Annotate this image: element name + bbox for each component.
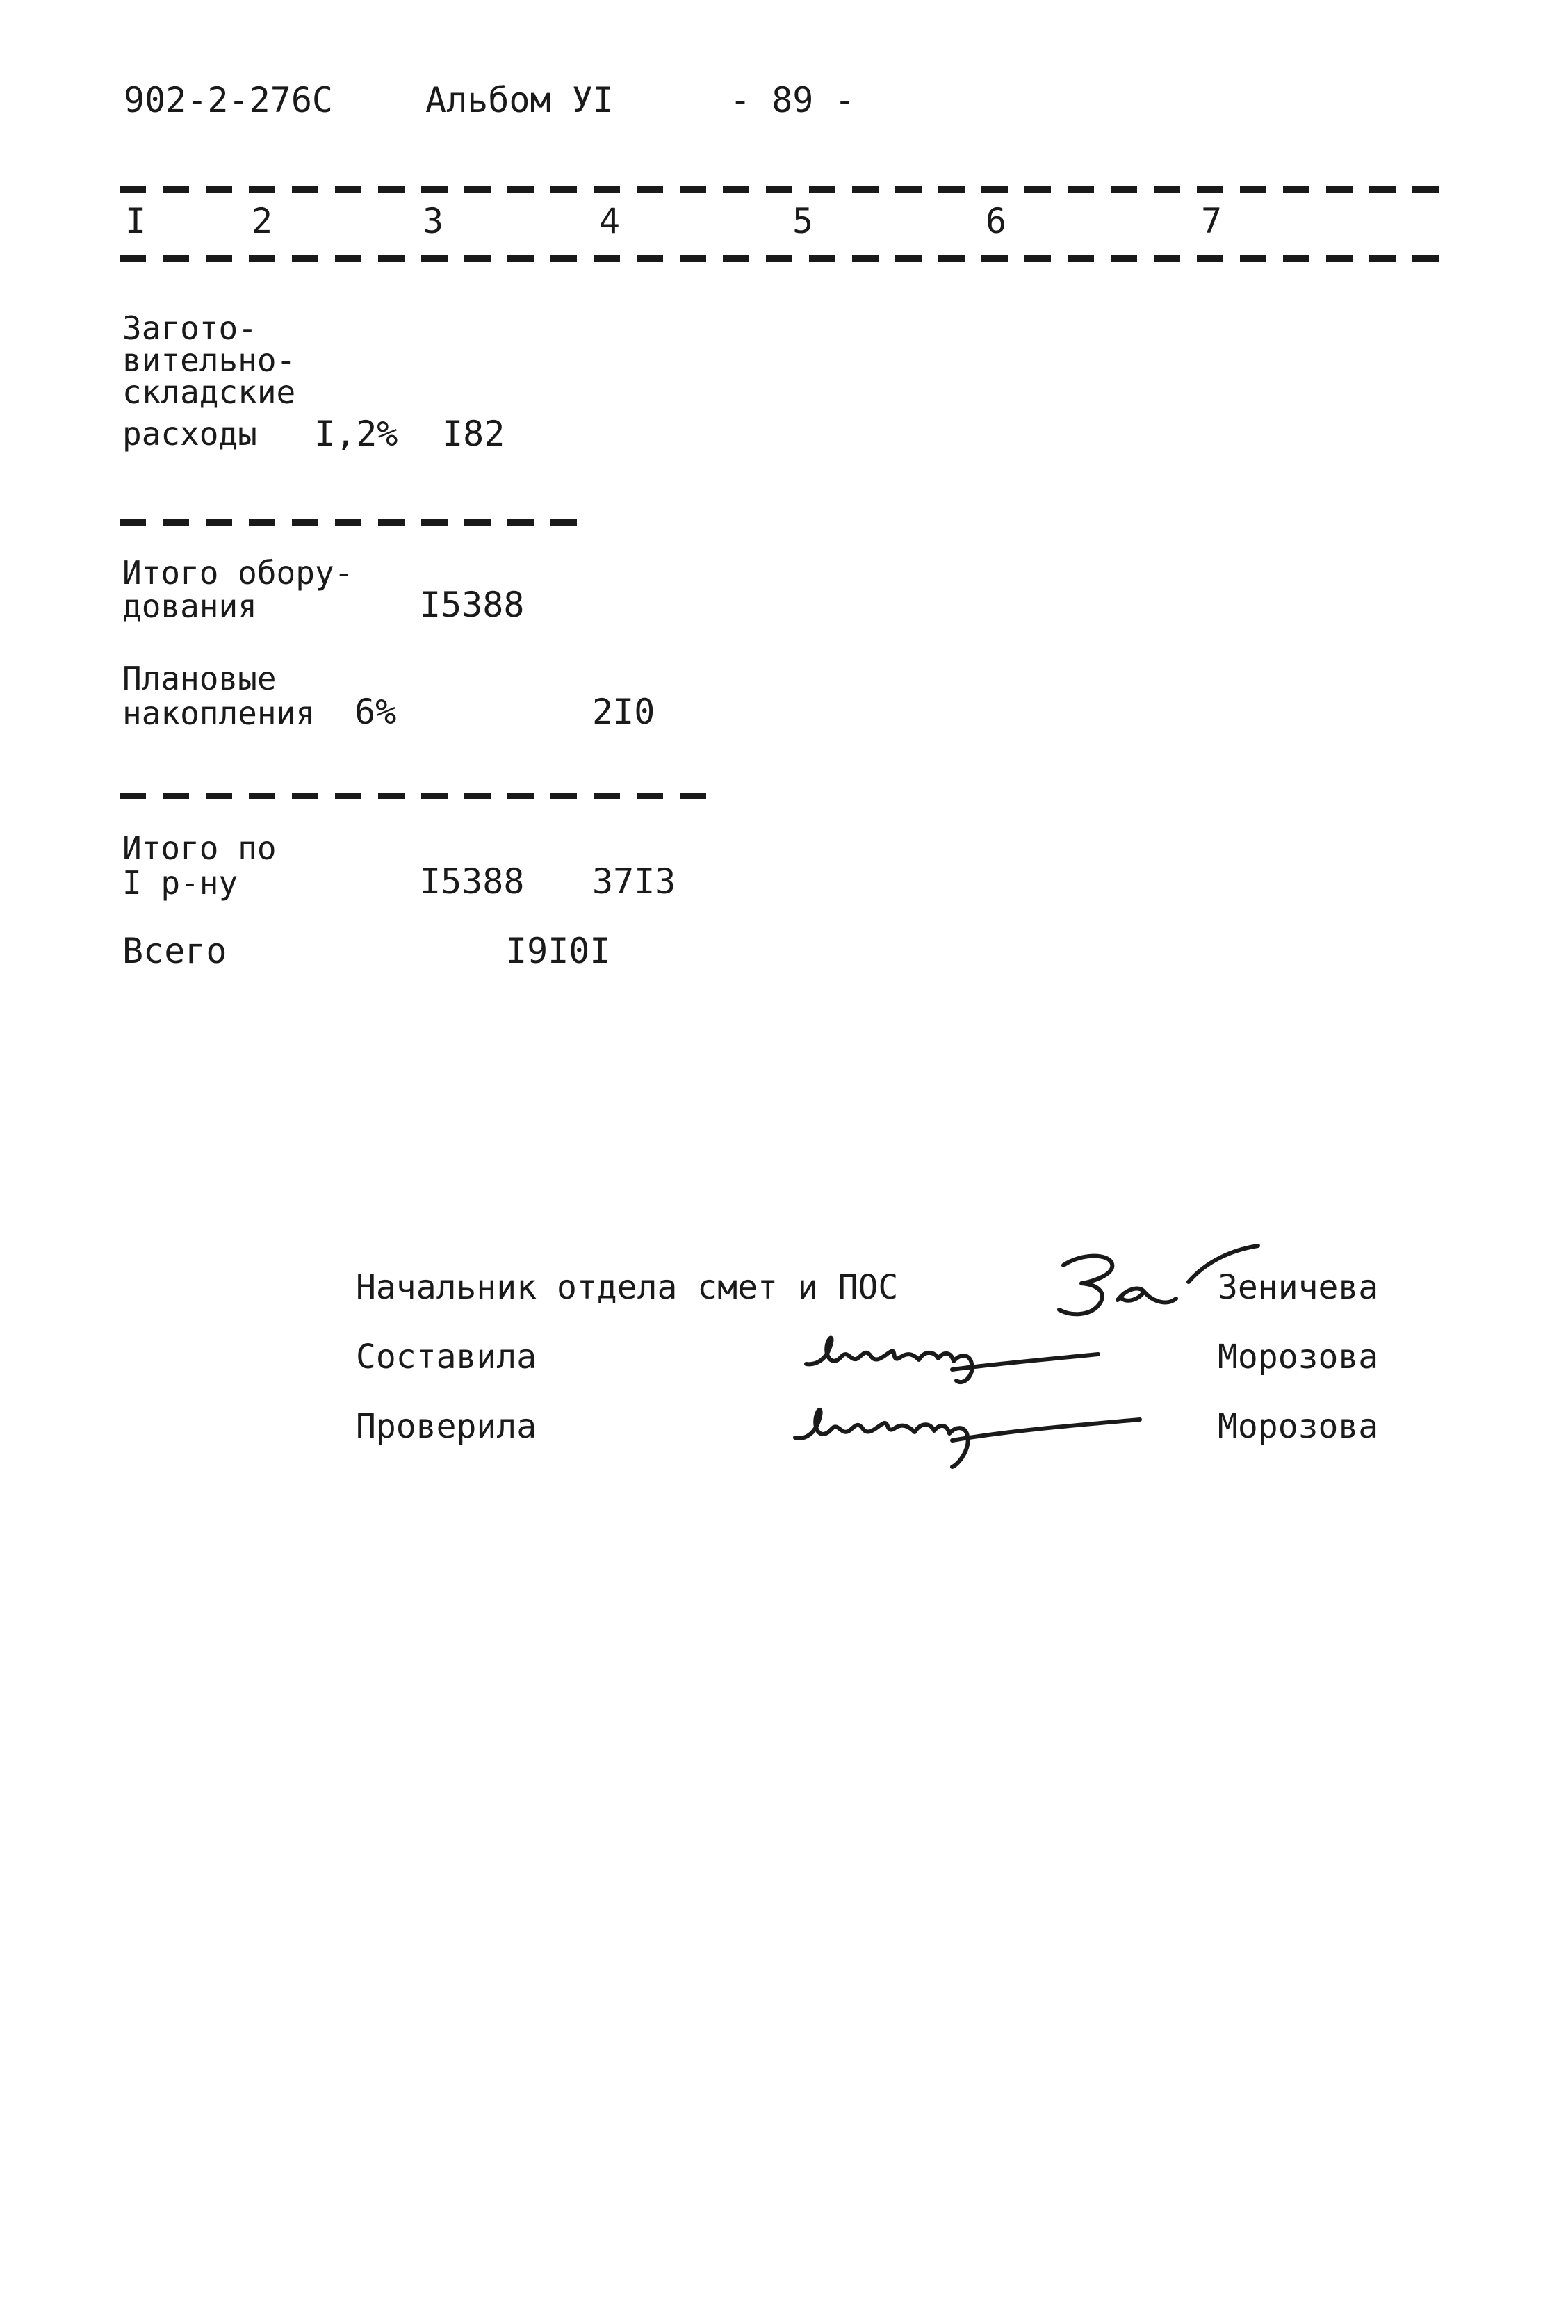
- row-label-storage: Загото-: [122, 309, 257, 347]
- signature-name: Зеничева: [1218, 1268, 1379, 1307]
- divider-top: [120, 186, 1453, 193]
- row-label-planned: накопления: [122, 694, 315, 732]
- page-number: - 89 -: [730, 80, 856, 120]
- signature-role: Составила: [356, 1338, 537, 1376]
- section-total-col3: I5388: [420, 861, 525, 902]
- row-label-equipment-total: дования: [122, 587, 257, 625]
- row-label-equipment-total: Итого обору-: [122, 554, 354, 592]
- row-label-section-total: I р-ну: [122, 864, 238, 902]
- divider-subtotal-2: [120, 793, 709, 799]
- album-label: Альбом УI: [425, 80, 614, 120]
- column-number: 3: [423, 201, 444, 241]
- planned-amount: 2I0: [592, 692, 655, 732]
- section-total-col4: 37I3: [592, 861, 676, 902]
- row-label-section-total: Итого по: [122, 829, 277, 867]
- storage-rate: I,2%: [314, 414, 398, 454]
- signature-role: Начальник отдела смет и ПОС: [356, 1268, 899, 1307]
- storage-amount: I82: [442, 414, 505, 454]
- column-number: 5: [792, 201, 814, 241]
- doc-code: 902-2-276С: [124, 80, 334, 120]
- row-label-storage: складские: [122, 373, 296, 411]
- divider-header-bottom: [120, 255, 1453, 262]
- column-number: 2: [252, 201, 273, 241]
- divider-subtotal-1: [120, 519, 578, 526]
- row-label-storage: вительно-: [122, 341, 296, 379]
- row-label-planned: Плановые: [122, 660, 277, 697]
- signature-role: Проверила: [356, 1407, 537, 1446]
- column-number: I: [125, 201, 147, 241]
- signature-name: Морозова: [1218, 1338, 1379, 1376]
- equipment-total-amount: I5388: [420, 585, 525, 625]
- grand-total-label: Всего: [122, 931, 227, 971]
- signature-name: Морозова: [1218, 1407, 1379, 1446]
- handwritten-signature-head: [1050, 1236, 1272, 1333]
- column-number: 4: [599, 201, 621, 241]
- column-number: 7: [1201, 201, 1223, 241]
- grand-total-amount: I9I0I: [506, 931, 611, 971]
- column-number: 6: [986, 201, 1007, 241]
- handwritten-signature-checker: [785, 1389, 1147, 1479]
- planned-rate: 6%: [354, 692, 397, 732]
- row-label-storage: расходы: [122, 415, 257, 453]
